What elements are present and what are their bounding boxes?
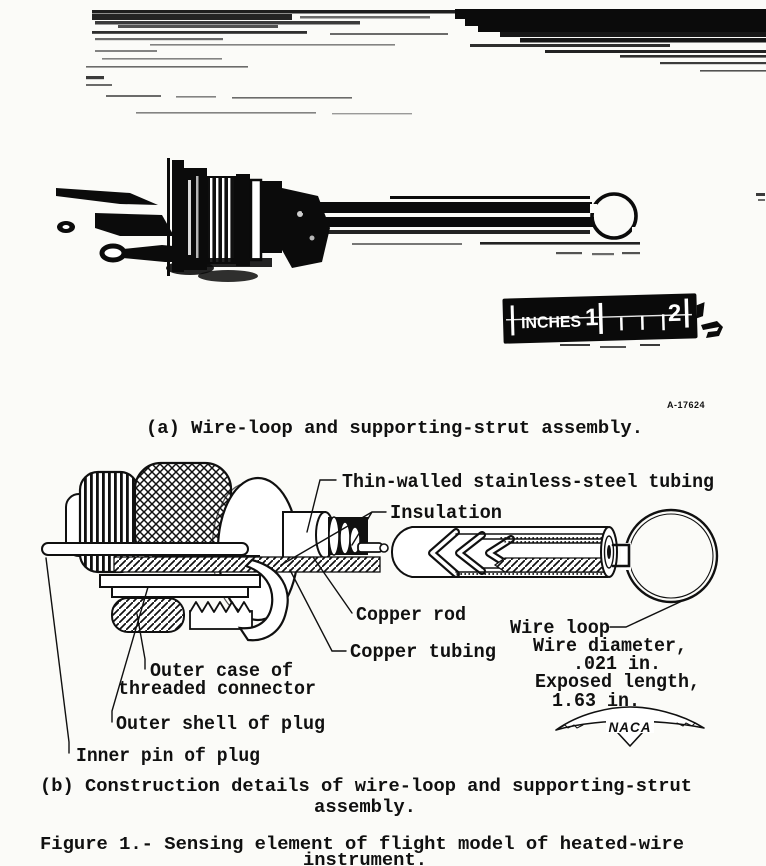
photo-wire-loop-assembly	[56, 158, 641, 282]
label-copper-tubing: Copper tubing	[350, 641, 496, 663]
label-outer-shell: Outer shell of plug	[116, 713, 325, 735]
captions	[40, 776, 692, 866]
label-wire-diameter-value: .021 in.	[573, 653, 661, 675]
label-inner-pin: Inner pin of plug	[76, 745, 260, 767]
caption-b-line2: assembly.	[314, 797, 416, 818]
label-exposed-length: Exposed length,	[535, 671, 700, 693]
caption-b-line1: (b) Construction details of wire-loop and supporting-strut	[40, 776, 692, 797]
figure-caption-line1: Figure 1.- Sensing element of flight model of heated-wire	[40, 834, 684, 855]
photo-id: A-17624	[667, 400, 706, 410]
label-outer-case-line2: threaded connector	[118, 678, 316, 700]
label-exposed-length-value: 1.63 in.	[552, 690, 640, 712]
label-outer-case-line1: Outer case of	[150, 660, 293, 682]
naca-logo-text: NACA	[608, 720, 652, 735]
ruler-mark-1: 1	[584, 304, 599, 332]
label-insulation: Insulation	[390, 502, 502, 524]
ruler-mark-2: 2	[667, 299, 682, 328]
figure-caption-line2: instrument.	[303, 850, 427, 866]
caption-a: (a) Wire-loop and supporting-strut assembly.	[146, 418, 643, 439]
label-wire-diameter: Wire diameter,	[533, 635, 687, 657]
ruler-unit-label: INCHES	[520, 313, 582, 333]
label-stainless-tubing: Thin-walled stainless-steel tubing	[342, 471, 714, 493]
wire-loop-drawing	[613, 510, 717, 602]
label-copper-rod: Copper rod	[356, 604, 466, 626]
inch-ruler	[502, 293, 705, 344]
naca-logo	[556, 707, 704, 746]
label-wire-loop: Wire loop	[510, 617, 610, 639]
